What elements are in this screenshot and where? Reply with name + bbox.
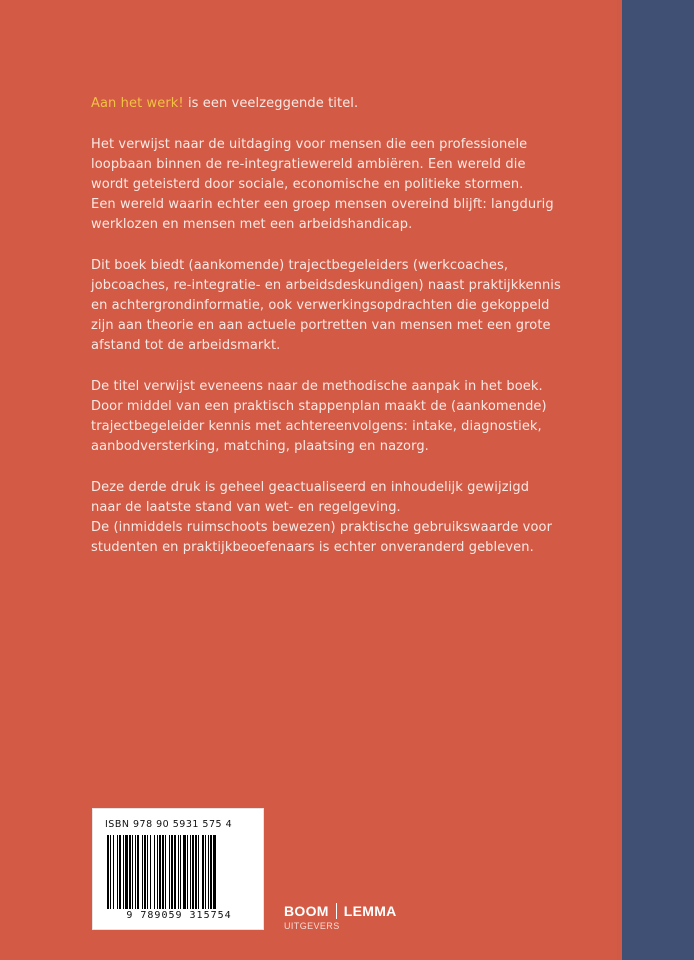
publisher-logo <box>284 903 414 943</box>
barcode-icon <box>105 835 253 909</box>
title-highlight: Aan het werk! <box>91 96 184 111</box>
intro-rest: is een veelzeggende titel. <box>183 96 359 111</box>
paragraph-2: Dit boek biedt (aankomende) trajectbegeleiders (werkcoaches, jobcoaches, re-integratie- en arbeidsdeskundigen) naast praktijkkennis en achtergrondinformatie, ook verwerkingsopdrachten die gekoppeld zijn aan theorie en aan actuele portretten van mensen met een grote afstand tot de arbeidsmarkt. <box>91 258 561 353</box>
paragraph-3: De titel verwijst eveneens naar de methodische aanpak in het boek. Door middel van een praktisch stappenplan maakt de (aankomende) trajectbegeleider kennis met achtereenvolgens: intake, diagnostiek, aanbodversterking, matching, plaatsing en nazorg. <box>91 379 547 454</box>
publisher-name <box>284 903 414 919</box>
publisher-divider <box>336 903 337 919</box>
publisher-name-right: LEMMA <box>343 903 397 919</box>
barcode-digits: 9 789059 315754 <box>126 910 232 921</box>
blurb-text <box>91 94 561 579</box>
publisher-subtitle: UITGEVERS <box>284 921 340 931</box>
paragraph-4: Deze derde druk is geheel geactualiseerd en inhoudelijk gewijzigd naar de laatste stand van wet- en regelgeving. De (inmiddels ruimschoots bewezen) praktische gebruikswaarde voor studenten en praktijkbeoefenaars is echter onveranderd gebleven. <box>91 480 553 555</box>
book-spine <box>622 0 694 960</box>
barcode-label <box>92 808 264 930</box>
paragraph-1: Het verwijst naar de uitdaging voor mensen die een professionele loopbaan binnen de re-integratiewereld ambiëren. Een wereld die wordt geteisterd door sociale, economische en politieke stormen. Een wereld waarin echter een groep mensen overeind blijft: langdurig werklozen en mensen met een arbeidshandicap. <box>91 137 554 232</box>
intro-paragraph <box>91 94 561 114</box>
publisher-name-left: BOOM <box>284 903 329 919</box>
isbn-text: ISBN 978 90 5931 575 4 <box>105 819 233 830</box>
